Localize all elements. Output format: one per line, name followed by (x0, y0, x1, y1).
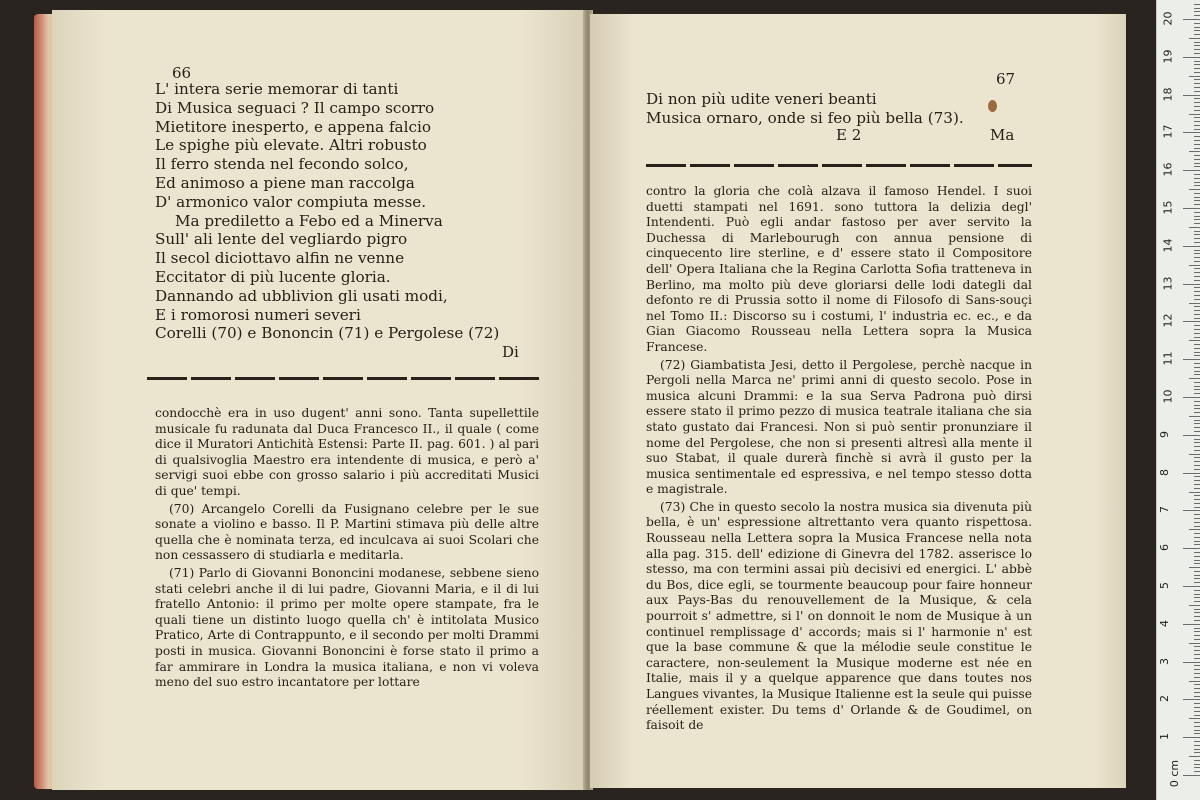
verse-line: Eccitator di più lucente gloria. (155, 267, 391, 286)
ruler-tick (1194, 771, 1200, 772)
ruler-tick (1194, 499, 1200, 500)
ruler-tick (1194, 442, 1200, 443)
ruler-tick (1194, 752, 1200, 753)
ruler-tick (1194, 234, 1200, 235)
ruler-tick (1194, 431, 1200, 432)
ruler-tick (1189, 605, 1200, 606)
ruler-tick (1194, 11, 1200, 12)
ruler-tick (1183, 699, 1200, 700)
ruler-tick (1189, 378, 1200, 379)
ruler-tick (1194, 658, 1200, 659)
ruler-tick (1194, 355, 1200, 356)
ruler-tick (1194, 609, 1200, 610)
verse-line: Mietitore inesperto, e appena falcio (155, 117, 431, 136)
ruler-tick (1194, 393, 1200, 394)
ruler-tick (1194, 212, 1200, 213)
ruler-tick (1194, 571, 1200, 572)
footnote-paragraph: (70) Arcangelo Corelli da Fusignano celebre per le sue sonate a violino e basso. Il P. Martini stimava più delle altre quella che è nominata terza, ed inculcava ai suoi Scolari che non cessassero di studiarla e meditarla. (155, 501, 539, 563)
verse-block (646, 90, 964, 128)
verse-line: Corelli (70) e Bononcin (71) e Pergolese (72) (155, 324, 500, 343)
ruler-tick (1183, 208, 1200, 209)
ruler-tick (1194, 106, 1200, 107)
ruler-tick (1194, 556, 1200, 557)
ruler-tick (1194, 692, 1200, 693)
ruler-tick (1194, 597, 1200, 598)
ruler-tick (1194, 711, 1200, 712)
ruler-tick (1194, 469, 1200, 470)
ruler-tick (1194, 745, 1200, 746)
ruler-tick (1194, 61, 1200, 62)
ruler-number: 8 (1158, 468, 1171, 476)
ruler-tick (1194, 730, 1200, 731)
ruler-tick (1194, 503, 1200, 504)
ruler-tick (1183, 132, 1200, 133)
verse-line: L' intera serie memorar di tanti (155, 80, 399, 98)
ruler-tick (1189, 38, 1200, 39)
footnote-paragraph: contro la gloria che colà alzava il famoso Hendel. I suoi duetti stampati nel 1691. sono tuttora la delizia degl' Intendenti. Può egli andar fastoso per aver servito la Duchessa di Marlebourugh con annua pensione di cinquecento lire sterline, e d' essere stato il Compositore dell' Opera Italiana che la Regina Carlotta Sofia tratteneva in Berlino, ma molto più deve gloriarsi delle lodi dategli dal defonto re di Prussia sotto il nome di Filosofo di Sans-souçi nel Tomo II.: Discorso su i costumi, l' industria ec. ec., e da Gian Giacomo Rousseau nella Lettera sopra la Musica Francese. (646, 184, 1032, 354)
right-page (590, 14, 1126, 788)
footnote-paragraph: (72) Giambatista Jesi, detto il Pergolese, perchè nacque in Pergoli nella Marca ne' primi anni di questo secolo. Pose in musica alcuni Drammi: e la sua Serva Padrona può dirsi essere stato il primo pezzo di musica teatrale italiana che sia stato gustato dai Francesi. Non si può sentir pronunziare il nome del Pergolese, che non si presenti altresì alla mente il suo Stabat, il quale durerà finchè si avrà il gusto per la musica sentimentale ed espressiva, e nel tempo stesso dotta e magistrale. (646, 357, 1032, 497)
ruler-tick (1194, 352, 1200, 353)
ruler-tick (1183, 548, 1200, 549)
ruler-tick (1194, 53, 1200, 54)
ruler-tick (1194, 677, 1200, 678)
ruler-tick (1194, 200, 1200, 201)
ruler-tick (1194, 389, 1200, 390)
ruler-number: 11 (1161, 351, 1175, 366)
ruler-tick (1194, 741, 1200, 742)
ruler-tick (1194, 148, 1200, 149)
ruler-tick (1194, 631, 1200, 632)
ruler-tick (1194, 310, 1200, 311)
ruler-number: 16 (1161, 162, 1175, 177)
ruler-tick (1194, 480, 1200, 481)
ruler-tick (1194, 121, 1200, 122)
ruler-number: 6 (1158, 544, 1171, 552)
ruler-tick (1194, 291, 1200, 292)
ruler-tick (1194, 371, 1200, 372)
ruler-tick (1194, 461, 1200, 462)
separator-rule (646, 164, 1032, 167)
ruler-tick (1183, 775, 1200, 776)
ruler-tick (1194, 23, 1200, 24)
ruler-tick (1194, 612, 1200, 613)
ruler-tick (1183, 19, 1200, 20)
ruler-tick (1183, 737, 1200, 738)
ruler-number: 10 (1161, 389, 1175, 404)
ruler-tick (1194, 669, 1200, 670)
ruler-tick (1194, 423, 1200, 424)
ruler-tick (1194, 110, 1200, 111)
ruler-tick (1194, 98, 1200, 99)
ruler-tick (1194, 650, 1200, 651)
measuring-ruler (1156, 0, 1200, 800)
verse-line: Di Musica seguaci ? Il campo scorro (155, 98, 435, 117)
ruler-number: 14 (1161, 238, 1175, 253)
ruler-tick (1194, 231, 1200, 232)
verse-line: Di non più udite veneri beanti (646, 90, 877, 108)
ruler-tick (1194, 696, 1200, 697)
ruler-tick (1183, 321, 1200, 322)
ruler-tick (1194, 280, 1200, 281)
ruler-tick (1194, 49, 1200, 50)
ruler-number: 2 (1158, 695, 1171, 703)
footnotes-block (155, 406, 539, 693)
ruler-tick (1194, 299, 1200, 300)
ruler-tick (1194, 722, 1200, 723)
ruler-tick (1194, 253, 1200, 254)
ruler-number: 4 (1158, 619, 1171, 627)
ruler-tick (1194, 68, 1200, 69)
ruler-tick (1194, 163, 1200, 164)
ruler-tick (1189, 681, 1200, 682)
ruler-tick (1194, 533, 1200, 534)
ruler-tick (1194, 514, 1200, 515)
ruler-tick (1194, 193, 1200, 194)
ruler-tick (1194, 635, 1200, 636)
ruler-tick (1189, 718, 1200, 719)
verse-line: Le spighe più elevate. Altri robusto (155, 136, 427, 155)
ruler-tick (1194, 83, 1200, 84)
ruler-tick (1194, 166, 1200, 167)
ruler-tick (1194, 767, 1200, 768)
ruler-tick (1194, 4, 1200, 5)
ruler-tick (1194, 578, 1200, 579)
left-page (52, 10, 587, 790)
ruler-tick (1194, 72, 1200, 73)
ruler-number: 7 (1158, 506, 1171, 514)
ruler-tick (1194, 8, 1200, 9)
ruler-tick (1194, 601, 1200, 602)
ruler-tick (1194, 238, 1200, 239)
ruler-tick (1194, 495, 1200, 496)
ruler-tick (1189, 416, 1200, 417)
ruler-tick (1194, 363, 1200, 364)
ruler-tick (1194, 140, 1200, 141)
verse-line: Il secol diciottavo alfin ne venne (155, 249, 405, 268)
ruler-tick (1194, 749, 1200, 750)
ruler-number: 15 (1161, 200, 1175, 215)
ruler-tick (1189, 303, 1200, 304)
ruler-tick (1194, 488, 1200, 489)
ruler-number: 1 (1158, 733, 1171, 741)
ruler-tick (1194, 764, 1200, 765)
ruler-tick (1194, 412, 1200, 413)
page-number: 67 (996, 70, 1016, 88)
ruler-tick (1194, 329, 1200, 330)
ruler-tick (1194, 726, 1200, 727)
ruler-tick (1194, 242, 1200, 243)
ruler-number: 3 (1158, 657, 1171, 665)
ruler-tick (1194, 30, 1200, 31)
ruler-tick (1194, 64, 1200, 65)
ruler-tick (1194, 465, 1200, 466)
ruler-tick (1194, 628, 1200, 629)
ruler-tick (1194, 155, 1200, 156)
ruler-unit-label: 0 cm (1168, 759, 1182, 788)
ruler-tick (1194, 261, 1200, 262)
ruler-tick (1194, 673, 1200, 674)
verse-line: Ed animoso a piene man raccolga (155, 173, 415, 192)
ruler-tick (1183, 624, 1200, 625)
ruler-tick (1194, 159, 1200, 160)
catchword: Ma (990, 126, 1015, 144)
ruler-tick (1194, 382, 1200, 383)
ruler-tick (1194, 518, 1200, 519)
ruler-tick (1183, 510, 1200, 511)
verse-line: Sull' ali lente del vegliardo pigro (155, 230, 408, 249)
ruler-tick (1194, 582, 1200, 583)
footnotes-block (646, 184, 1032, 736)
ruler-tick (1194, 665, 1200, 666)
ruler-tick (1194, 760, 1200, 761)
ruler-tick (1194, 136, 1200, 137)
ruler-tick (1194, 344, 1200, 345)
ruler-number: 17 (1161, 124, 1175, 139)
ruler-tick (1183, 359, 1200, 360)
verse-line: Musica ornaro, onde si feo più bella (73). (646, 108, 964, 127)
ruler-tick (1194, 129, 1200, 130)
ruler-tick (1194, 91, 1200, 92)
ruler-number: 13 (1161, 276, 1175, 291)
ruler-tick (1194, 703, 1200, 704)
ruler-tick (1194, 639, 1200, 640)
ruler-number: 20 (1161, 11, 1175, 26)
ruler-tick (1194, 314, 1200, 315)
ruler-tick (1194, 219, 1200, 220)
ruler-tick (1194, 541, 1200, 542)
ruler-tick (1189, 189, 1200, 190)
ruler-tick (1194, 318, 1200, 319)
footnote-paragraph: (71) Parlo di Giovanni Bononcini modanese, sebbene sieno stati celebri anche il di lui padre, Giovanni Maria, e il di lui fratello Antonio: il primo per molte opere stampate, fra le quali tiene un distinto luogo quella ch' è intitolata Musico Pratico, Arte di Contrappunto, e il secondo per molti Drammi posti in musica. Giovanni Bononcini è forse stato il primo a far ammirare in Londra la musica italiana, e non vi voleva meno del suo estro incantatore per lottare (155, 565, 539, 690)
separator-rule (147, 377, 539, 380)
ruler-tick (1194, 590, 1200, 591)
ruler-tick (1194, 522, 1200, 523)
ruler-tick (1183, 57, 1200, 58)
ruler-tick (1183, 473, 1200, 474)
ruler-tick (1194, 216, 1200, 217)
ruler-tick (1194, 333, 1200, 334)
ruler-tick (1194, 707, 1200, 708)
ruler-tick (1183, 170, 1200, 171)
ruler-tick (1189, 227, 1200, 228)
ruler-tick (1189, 151, 1200, 152)
ruler-tick (1189, 265, 1200, 266)
ruler-tick (1183, 284, 1200, 285)
ruler-tick (1183, 435, 1200, 436)
ruler-tick (1194, 268, 1200, 269)
ruler-tick (1194, 204, 1200, 205)
ruler-tick (1194, 446, 1200, 447)
ruler-tick (1194, 476, 1200, 477)
ruler-tick (1194, 276, 1200, 277)
ruler-tick (1194, 348, 1200, 349)
ruler-number: 12 (1161, 313, 1175, 328)
verse-line: Ma prediletto a Febo ed a Minerva (175, 211, 443, 230)
ruler-tick (1194, 386, 1200, 387)
ruler-number: 5 (1158, 582, 1171, 589)
ruler-tick (1194, 620, 1200, 621)
ruler-tick (1194, 79, 1200, 80)
ruler-tick (1194, 367, 1200, 368)
verse-line: Dannando ad ubblivion gli usati modi, (155, 286, 448, 305)
ruler-tick (1194, 223, 1200, 224)
footnote-paragraph: condocchè era in uso dugent' anni sono. Tanta supellettile musicale fu radunata dal Duca Francesco II., il quale ( come dice il Muratori Antichità Estensi: Parte II. pag. 601. ) al pari di qualsivoglia Maestro era intendente di musica, e però a' servigi suoi ebbe con grosso salario i più accreditati Musici di que' tempi. (155, 406, 539, 498)
footnote-paragraph: (73) Che in questo secolo la nostra musica sia divenuta più bella, è un' espressione altrettanto vera quanto rispettosa. Rousseau nella Lettera sopra la Musica Francese nella nota alla pag. 315. dell' edizione di Ginevra del 1782. asserisce lo stesso, ma con termini assai più decisivi ed energici. L' abbè du Bos, dice egli, se tourmente beaucoup pour faire honneur aux Pays-Bas du renouvellement de la Musique, & cela pourroit s' admettre, si l' on donnoit le nom de Musique à un continuel remplissage d' accords; mais si l' harmonie n' est que la base commune & que la mélodie seule constitue le caractere, non-seulement la Musique moderne est née en Italie, mais il y a quelque apparence que dans toutes nos Langues vivantes, la Musique Italienne est la seule qui puisse réellement exister. Du tems d' Orlande & de Goudimel, on faisoit de (646, 499, 1032, 733)
ruler-tick (1194, 144, 1200, 145)
ruler-tick (1194, 544, 1200, 545)
ruler-tick (1194, 526, 1200, 527)
verse-line: Il ferro stenda nel fecondo solco, (155, 155, 409, 174)
ruler-number: 18 (1161, 87, 1175, 102)
ruler-tick (1194, 125, 1200, 126)
ruler-tick (1194, 563, 1200, 564)
page-number: 66 (172, 64, 192, 82)
ruler-tick (1194, 575, 1200, 576)
ruler-tick (1194, 646, 1200, 647)
ruler-tick (1189, 567, 1200, 568)
ruler-tick (1194, 197, 1200, 198)
ruler-tick (1183, 662, 1200, 663)
ruler-tick (1183, 246, 1200, 247)
ruler-tick (1194, 405, 1200, 406)
ruler-tick (1183, 397, 1200, 398)
ruler-tick (1194, 715, 1200, 716)
ruler-tick (1194, 45, 1200, 46)
ruler-tick (1194, 87, 1200, 88)
ruler-tick (1183, 586, 1200, 587)
ruler-tick (1194, 250, 1200, 251)
ruler-tick (1194, 42, 1200, 43)
ruler-tick (1194, 34, 1200, 35)
ruler-tick (1189, 529, 1200, 530)
ruler-tick (1194, 174, 1200, 175)
ruler-tick (1194, 457, 1200, 458)
ruler-tick (1194, 507, 1200, 508)
ruler-tick (1194, 484, 1200, 485)
ruler-tick (1194, 401, 1200, 402)
ruler-tick (1194, 427, 1200, 428)
ruler-number: 19 (1161, 49, 1175, 64)
ruler-tick (1194, 560, 1200, 561)
ruler-tick (1189, 340, 1200, 341)
ruler-tick (1194, 684, 1200, 685)
ruler-tick (1189, 492, 1200, 493)
ruler-tick (1189, 756, 1200, 757)
ruler-tick (1194, 733, 1200, 734)
ruler-tick (1194, 594, 1200, 595)
ruler-tick (1194, 306, 1200, 307)
ruler-tick (1194, 450, 1200, 451)
verse-block (155, 80, 499, 343)
ruler-tick (1194, 287, 1200, 288)
ruler-tick (1194, 420, 1200, 421)
ruler-tick (1194, 185, 1200, 186)
ruler-tick (1194, 15, 1200, 16)
ruler-tick (1194, 374, 1200, 375)
ruler-tick (1189, 76, 1200, 77)
ruler-tick (1194, 257, 1200, 258)
ruler-tick (1194, 27, 1200, 28)
ruler-tick (1194, 688, 1200, 689)
verse-line: E i romorosi numeri severi (155, 305, 361, 324)
ruler-tick (1194, 337, 1200, 338)
ruler-number: 9 (1158, 430, 1171, 438)
ruler-tick (1194, 616, 1200, 617)
ruler-tick (1194, 537, 1200, 538)
ruler-tick (1194, 295, 1200, 296)
ruler-tick (1194, 102, 1200, 103)
signature-mark: E 2 (836, 126, 862, 144)
ruler-tick (1189, 454, 1200, 455)
ruler-tick (1194, 178, 1200, 179)
ruler-tick (1189, 114, 1200, 115)
verse-line: D' armonico valor compiuta messe. (155, 192, 427, 211)
ruler-tick (1194, 552, 1200, 553)
ruler-tick (1194, 654, 1200, 655)
ruler-tick (1194, 408, 1200, 409)
ruler-tick (1194, 272, 1200, 273)
ruler-tick (1189, 643, 1200, 644)
ruler-tick (1194, 439, 1200, 440)
ruler-tick (1194, 182, 1200, 183)
ink-stain (988, 100, 997, 112)
ruler-tick (1183, 95, 1200, 96)
ruler-tick (1194, 117, 1200, 118)
ruler-tick (1194, 325, 1200, 326)
catchword: Di (502, 343, 519, 361)
